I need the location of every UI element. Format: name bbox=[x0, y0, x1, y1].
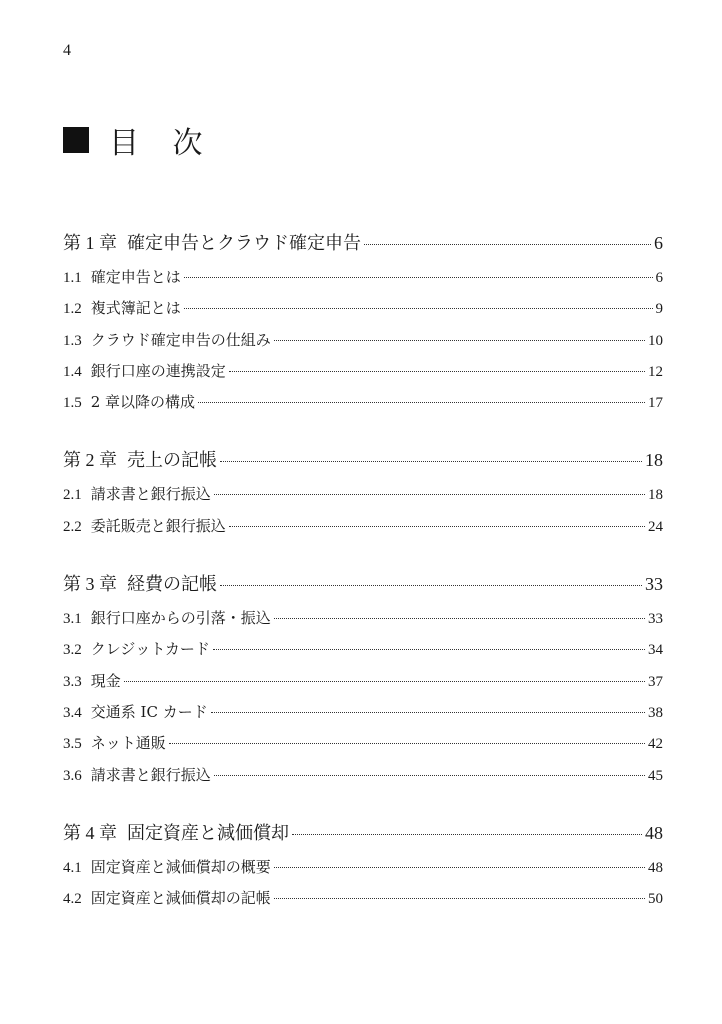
section-page: 10 bbox=[648, 332, 663, 349]
dot-leader bbox=[213, 649, 645, 650]
section-entry[interactable] bbox=[63, 760, 663, 791]
section-title: 銀行口座からの引落・振込 bbox=[90, 609, 271, 628]
section-page: 24 bbox=[648, 518, 663, 535]
dot-leader bbox=[229, 526, 645, 527]
chapter-title: 確定申告とクラウド確定申告 bbox=[127, 233, 361, 254]
section-page: 38 bbox=[648, 704, 663, 721]
section-entry[interactable] bbox=[63, 883, 663, 914]
chapter-title: 経費の記帳 bbox=[127, 574, 217, 596]
section-title: 請求書と銀行振込 bbox=[90, 485, 211, 504]
section-number: 1.3 bbox=[63, 332, 82, 349]
dot-leader bbox=[220, 461, 642, 462]
section-title: クレジットカード bbox=[90, 640, 210, 659]
chapter-number: 第 4 章 bbox=[63, 822, 117, 843]
section-entry[interactable] bbox=[63, 356, 663, 387]
dot-leader bbox=[214, 775, 645, 776]
section-title: ネット通販 bbox=[90, 734, 166, 753]
section-entry[interactable] bbox=[63, 603, 663, 634]
dot-leader bbox=[274, 618, 645, 619]
dot-leader bbox=[274, 898, 645, 899]
section-entry[interactable] bbox=[63, 325, 663, 356]
section-entry[interactable] bbox=[63, 697, 663, 728]
section-entry[interactable] bbox=[63, 852, 663, 883]
chapter-number: 第 2 章 bbox=[63, 450, 117, 471]
section-entry[interactable] bbox=[63, 387, 663, 418]
table-of-contents bbox=[63, 226, 663, 939]
dot-leader bbox=[274, 340, 645, 341]
square-bullet-icon bbox=[63, 127, 89, 153]
section-number: 2.2 bbox=[63, 518, 82, 535]
section-number: 1.4 bbox=[63, 363, 82, 380]
section-number: 3.1 bbox=[63, 611, 82, 628]
dot-leader bbox=[274, 867, 645, 868]
chapter-page: 6 bbox=[654, 233, 663, 253]
section-title: 委託販売と銀行振込 bbox=[90, 516, 226, 535]
section-number: 3.2 bbox=[63, 642, 82, 659]
section-page: 18 bbox=[648, 487, 663, 504]
chapter-page: 18 bbox=[645, 450, 663, 471]
chapter-4 bbox=[63, 816, 663, 915]
section-number: 3.4 bbox=[63, 704, 82, 721]
section-entry[interactable] bbox=[63, 293, 663, 324]
chapter-1 bbox=[63, 226, 663, 418]
section-number: 4.2 bbox=[63, 891, 82, 908]
section-page: 48 bbox=[648, 859, 663, 876]
section-entry[interactable] bbox=[63, 728, 663, 759]
chapter-title: 売上の記帳 bbox=[127, 450, 217, 472]
section-title: クラウド確定申告の仕組み bbox=[90, 330, 271, 349]
chapter-number: 第 3 章 bbox=[63, 574, 117, 595]
section-number: 1.2 bbox=[63, 301, 82, 318]
section-title: 交通系 IC カード bbox=[90, 702, 208, 721]
section-page: 42 bbox=[648, 736, 663, 753]
page-number: 4 bbox=[63, 42, 71, 59]
section-page: 34 bbox=[648, 642, 663, 659]
dot-leader bbox=[211, 712, 645, 713]
section-entry[interactable] bbox=[63, 634, 663, 665]
section-page: 50 bbox=[648, 891, 663, 908]
section-entry[interactable] bbox=[63, 511, 663, 542]
section-number: 1.5 bbox=[63, 395, 82, 412]
dot-leader bbox=[220, 585, 642, 586]
chapter-2 bbox=[63, 443, 663, 542]
section-title: 銀行口座の連携設定 bbox=[90, 361, 226, 380]
section-number: 2.1 bbox=[63, 487, 82, 504]
section-page: 12 bbox=[648, 363, 663, 380]
chapter-entry[interactable] bbox=[63, 567, 663, 601]
chapter-page: 33 bbox=[645, 574, 663, 595]
section-title: 現金 bbox=[90, 671, 121, 690]
section-number: 1.1 bbox=[63, 270, 82, 286]
dot-leader bbox=[214, 494, 645, 495]
section-title: 請求書と銀行振込 bbox=[90, 765, 211, 784]
toc-heading bbox=[63, 118, 215, 162]
section-page: 45 bbox=[648, 767, 663, 784]
section-page: 37 bbox=[648, 673, 663, 690]
chapter-number: 第 1 章 bbox=[63, 233, 117, 253]
section-title: 確定申告とは bbox=[90, 268, 181, 286]
chapter-entry[interactable] bbox=[63, 443, 663, 477]
section-number: 3.6 bbox=[63, 767, 82, 784]
dot-leader bbox=[184, 277, 653, 278]
section-number: 3.5 bbox=[63, 736, 82, 753]
toc-title: 目 次 bbox=[109, 126, 215, 161]
section-page: 6 bbox=[655, 270, 663, 286]
section-title: 固定資産と減価償却の概要 bbox=[90, 857, 271, 876]
section-title: 固定資産と減価償却の記帳 bbox=[90, 889, 271, 908]
dot-leader bbox=[124, 681, 645, 682]
chapter-entry[interactable] bbox=[63, 226, 663, 260]
section-title: 2 章以降の構成 bbox=[90, 393, 196, 412]
dot-leader bbox=[292, 834, 642, 835]
dot-leader bbox=[229, 371, 645, 372]
section-page: 9 bbox=[655, 301, 663, 318]
chapter-entry[interactable] bbox=[63, 816, 663, 850]
dot-leader bbox=[184, 308, 653, 309]
section-page: 17 bbox=[648, 395, 663, 412]
chapter-page: 48 bbox=[645, 822, 663, 843]
dot-leader bbox=[169, 743, 645, 744]
section-title: 複式簿記とは bbox=[90, 299, 181, 318]
section-entry[interactable] bbox=[63, 262, 663, 293]
section-entry[interactable] bbox=[63, 479, 663, 510]
section-entry[interactable] bbox=[63, 666, 663, 697]
dot-leader bbox=[198, 402, 645, 403]
chapter-title: 固定資産と減価償却 bbox=[127, 822, 289, 844]
chapter-3 bbox=[63, 567, 663, 791]
section-number: 3.3 bbox=[63, 673, 82, 690]
section-number: 4.1 bbox=[63, 859, 82, 876]
dot-leader bbox=[364, 244, 651, 245]
section-page: 33 bbox=[648, 611, 663, 628]
